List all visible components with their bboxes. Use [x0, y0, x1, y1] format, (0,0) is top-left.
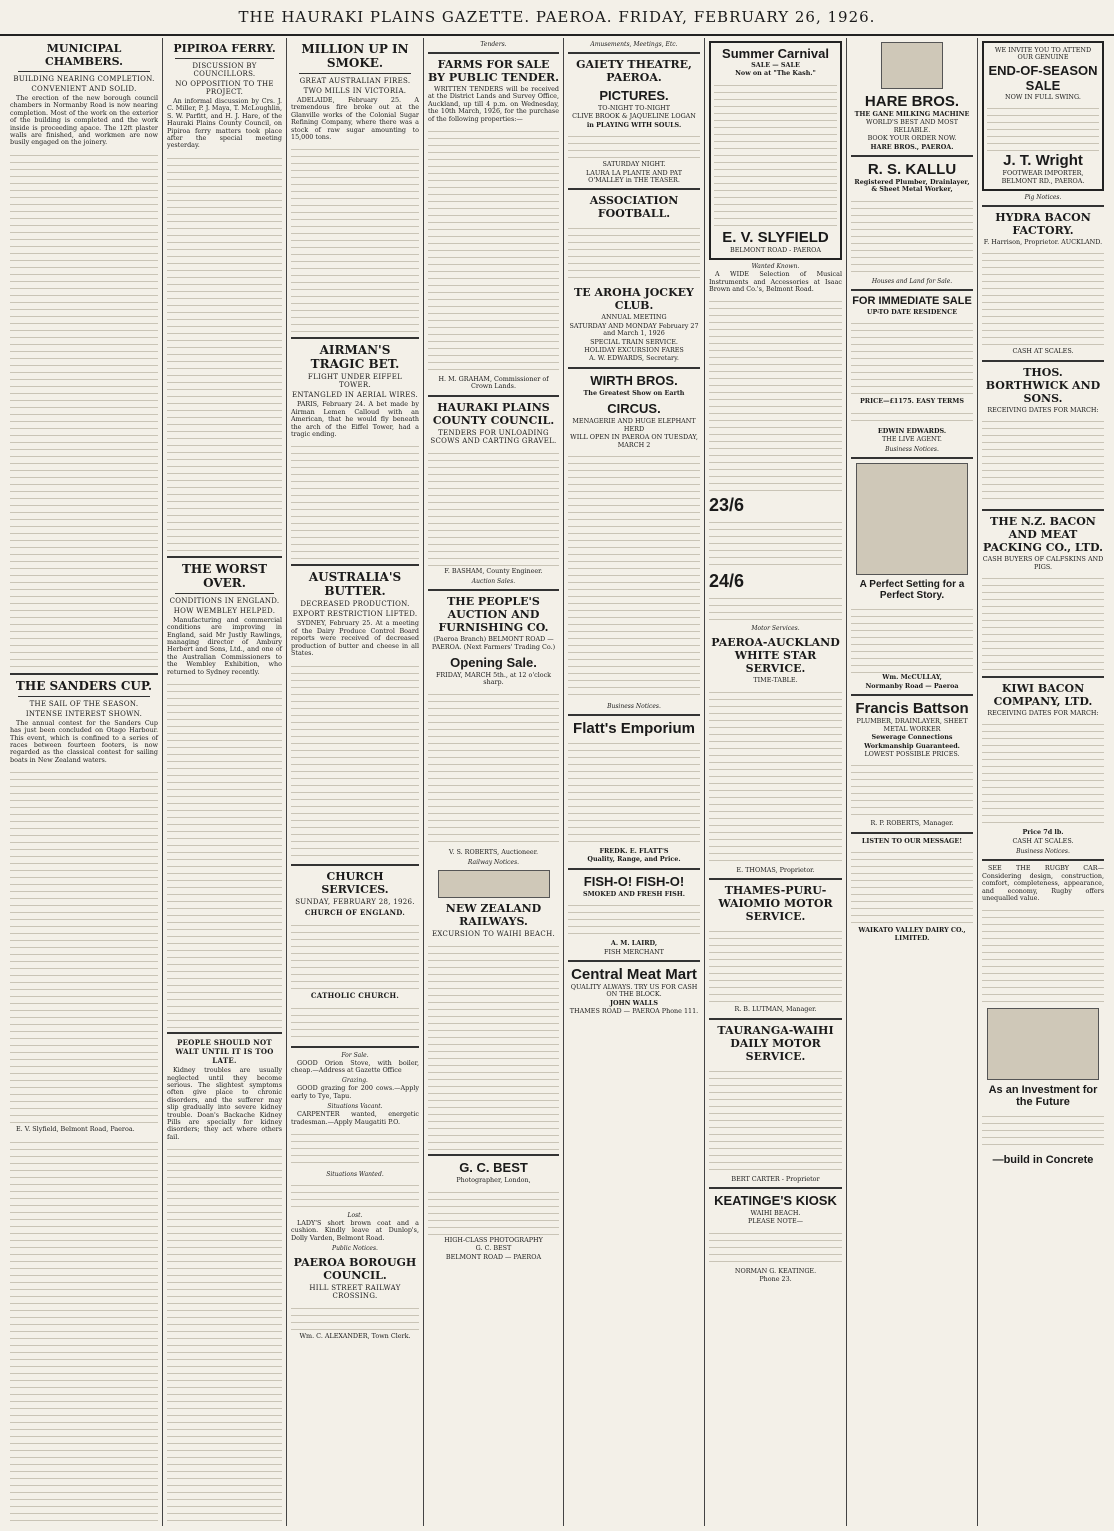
- headline: AIRMAN'S TRAGIC BET.: [310, 343, 400, 372]
- subhead: Wm. McCULLAY,: [882, 673, 942, 682]
- headline: PAEROA BOROUGH COUNCIL.: [293, 1256, 417, 1283]
- service-times: [291, 919, 419, 989]
- article-body: [167, 1143, 282, 1526]
- classified-ad: CARPENTER wanted, energetic tradesman.—Apply Maugatiti P.O.: [291, 1110, 419, 1126]
- ad-body: [568, 899, 700, 939]
- subhead: CASH BUYERS OF CALFSKINS AND PIGS.: [982, 555, 1104, 571]
- subhead: in PLAYING WITH SOULS.: [586, 120, 682, 129]
- section-tag: Business Notices.: [885, 446, 939, 454]
- headline: PAEROA-AUCKLAND WHITE STAR SERVICE.: [711, 636, 840, 676]
- headline: FARMS FOR SALE BY PUBLIC TENDER.: [428, 58, 559, 84]
- signature: BERT CARTER - Proprietor: [731, 1174, 820, 1183]
- headline: THE WORST OVER.: [181, 561, 268, 590]
- subhead: CHURCH OF ENGLAND.: [304, 907, 406, 917]
- subhead: EXPORT RESTRICTION LIFTED.: [292, 610, 418, 619]
- subhead: Sewerage Connections: [871, 733, 953, 742]
- subhead: PEOPLE SHOULD NOT WALT UNTIL IT IS TOO LATE.: [175, 1038, 274, 1066]
- subhead: SALE — SALE: [751, 61, 800, 69]
- subhead: ANNUAL MEETING: [601, 313, 667, 322]
- subhead: DECREASED PRODUCTION.: [300, 600, 410, 609]
- sale-ad: [982, 41, 1104, 191]
- classified-ads: [709, 592, 842, 622]
- service-body: [709, 925, 842, 1005]
- section-tag: Situations Wanted.: [326, 1170, 384, 1178]
- headline: PIPIROA FERRY.: [173, 42, 276, 55]
- subhead: Normanby Road — Paeroa: [865, 681, 959, 690]
- subhead: EDWIN EDWARDS.: [877, 426, 947, 435]
- signature: NORMAN G. KEATINGE.: [734, 1266, 817, 1275]
- subhead: CASH AT SCALES.: [1012, 836, 1074, 845]
- subhead: THAMES ROAD — PAEROA Phone 111.: [569, 1007, 699, 1016]
- section-tag: Pig Notices.: [1024, 194, 1062, 202]
- subhead: WORLD'S BEST AND MOST RELIABLE.: [866, 118, 958, 134]
- signature: R. P. ROBERTS, Manager.: [870, 819, 954, 828]
- headline: FISH-O! FISH-O!: [583, 873, 685, 889]
- headline: Flatt's Emporium: [573, 719, 695, 737]
- subhead: HOW WEMBLEY HELPED.: [173, 606, 276, 615]
- column-2: [163, 38, 287, 1526]
- article-body: [291, 143, 419, 333]
- headline: E. V. SLYFIELD: [722, 228, 829, 246]
- classified-ads: [291, 1128, 419, 1168]
- section-tag: Houses and Land for Sale.: [871, 277, 953, 285]
- section-tag: Situations Vacant.: [327, 1103, 383, 1111]
- subhead: The Greatest Show on Earth: [583, 388, 685, 397]
- column-5: [564, 38, 705, 1526]
- ad-body: [982, 415, 1104, 505]
- subhead: Now on at "The Kash.": [735, 69, 816, 78]
- signature: E. V. Slyfield, Belmont Road, Paeroa.: [16, 1125, 135, 1134]
- subhead: Photographer, London,: [456, 1176, 531, 1185]
- headline: THE PEOPLE'S AUCTION AND FURNISHING CO.: [438, 595, 549, 635]
- ad-body: [714, 79, 837, 229]
- headline: PICTURES.: [599, 88, 669, 103]
- subhead: GREAT AUSTRALIAN FIRES.: [299, 77, 411, 85]
- signature: E. THOMAS, Proprietor.: [736, 865, 815, 874]
- article-text: An informal discussion by Crs. J. C. Miller, P. J. Maya, T. McLoughlin, S. W. Parfitt, and H. J. Hare, of the Hauraki Plains County Council, on Pipiroa ferry matters took place after the special meeting yesterday.: [167, 97, 282, 150]
- tender-body: [428, 125, 559, 375]
- subhead: BELMONT ROAD - PAEROA: [730, 245, 821, 254]
- article-text: WRITTEN TENDERS will be received at the District Lands and Survey Office, Auckland, up till 4 p.m. on Wednesday, the 10th March, 1926, for the purchase of the following properties:—: [428, 85, 559, 123]
- subhead: CONVENIENT AND SOLID.: [31, 85, 137, 93]
- subhead: CONDITIONS IN ENGLAND.: [169, 596, 280, 605]
- headline: G. C. BEST: [459, 1160, 528, 1176]
- ad-body: [982, 718, 1104, 828]
- masthead: THE HAURAKI PLAINS GAZETTE. PAEROA. FRIDAY, FEBRUARY 26, 1926.: [0, 0, 1114, 36]
- classified-ad: GOOD Orion Stove, with boiler, cheap.—Address at Gazette Office: [291, 1058, 419, 1074]
- column-3: [287, 38, 424, 1526]
- article-body: [10, 149, 158, 669]
- column-8: [978, 38, 1108, 1526]
- subhead: SATURDAY AND MONDAY February 27 and March 1, 1926: [569, 321, 699, 338]
- subhead: RECEIVING DATES FOR MARCH:: [987, 709, 1099, 718]
- headline: THAMES-PURU-WAIOMIO MOTOR SERVICE.: [718, 884, 833, 924]
- section-tag: Lost.: [347, 1211, 363, 1219]
- section-tag: Motor Services.: [751, 625, 800, 633]
- ad-body: [428, 1186, 559, 1236]
- article-body: [167, 678, 282, 1028]
- subhead: SATURDAY NIGHT.: [602, 160, 666, 169]
- price-large: 23/6: [709, 495, 745, 516]
- section-tag: Auction Sales.: [471, 578, 516, 586]
- subhead: LISTEN TO OUR MESSAGE!: [861, 836, 963, 845]
- ad-body: [982, 1110, 1104, 1150]
- headline: CHURCH SERVICES.: [321, 869, 389, 896]
- article-text: Manufacturing and commercial conditions are improving in England, said Mr Justly Rawlings, managing director of Ambury Herbert and Sons, Ltd., and one of the Australian Commissioners to the Wembley Exhibition, who returned to Sydney recently.: [167, 615, 282, 676]
- headline: KEATINGE'S KIOSK: [714, 1193, 837, 1209]
- headline: TAURANGA-WAIHI DAILY MOTOR SERVICE.: [717, 1023, 834, 1063]
- subhead: FRIDAY, MARCH 5th., at 12 o'clock sharp.: [435, 671, 552, 687]
- headline: HYDRA BACON FACTORY.: [995, 211, 1091, 238]
- subhead: LOWEST POSSIBLE PRICES.: [864, 749, 960, 758]
- subhead: CATHOLIC CHURCH.: [310, 990, 400, 1000]
- headline: Opening Sale.: [450, 655, 537, 671]
- subhead: PRICE—£1175. EASY TERMS: [860, 397, 964, 406]
- subhead: HARE BROS., PAEROA.: [870, 142, 954, 151]
- headline: HAURAKI PLAINS COUNTY COUNCIL.: [432, 400, 555, 427]
- subhead: JOHN WALLS: [609, 998, 659, 1007]
- subhead: HILL STREET RAILWAY CROSSING.: [309, 1284, 401, 1301]
- section-tag: For Sale.: [341, 1051, 369, 1059]
- headline: MILLION UP IN SMOKE.: [301, 42, 409, 70]
- ad-body: [568, 737, 700, 847]
- signature: R. B. LUTMAN, Manager.: [734, 1005, 817, 1014]
- section-tag: Grazing.: [342, 1077, 368, 1085]
- section-tag: Tenders.: [480, 41, 507, 48]
- newspaper-page: [6, 38, 1108, 1526]
- classified-ads: [291, 1179, 419, 1209]
- ad-body: [709, 1227, 842, 1267]
- article-text: SYDNEY, February 25. At a meeting of the Dairy Produce Control Board reports were received of decreased production of butter and cheese in all States.: [291, 619, 419, 658]
- headline: CIRCUS.: [607, 401, 661, 417]
- subhead: NOW IN FULL SWING.: [1005, 92, 1081, 101]
- subhead: QUALITY ALWAYS. TRY US FOR CASH ON THE BLOCK.: [570, 982, 698, 999]
- headline: TE AROHA JOCKEY CLUB.: [574, 286, 694, 313]
- headline: GAIETY THEATRE, PAEROA.: [576, 58, 692, 84]
- headline: KIWI BACON COMPANY, LTD.: [993, 682, 1093, 709]
- section-tag: Railway Notices.: [467, 859, 520, 867]
- subhead: LAURA LA PLANTE AND PAT O'MALLEY in THE TEASER.: [586, 168, 682, 185]
- subhead: (Paeroa Branch) BELMONT ROAD — PAEROA. (Next Farmers' Trading Co.): [431, 635, 556, 651]
- subhead: INTENSE INTEREST SHOWN.: [25, 709, 143, 718]
- railway-body: [428, 940, 559, 1150]
- classified-ad: GOOD grazing for 200 cows.—Apply early to Tye, Tapu.: [291, 1084, 419, 1100]
- subhead: ENTANGLED IN AERIAL WIRES.: [291, 391, 419, 400]
- signature: F. BASHAM, County Engineer.: [444, 566, 543, 575]
- notice-body: [568, 222, 700, 282]
- headline: Francis Battson: [855, 700, 969, 718]
- subhead: TIME-TABLE.: [753, 676, 798, 685]
- subhead: PLEASE NOTE—: [747, 1217, 804, 1226]
- subhead: Price 7d lb.: [1022, 828, 1064, 837]
- subhead: THE GANE MILKING MACHINE: [854, 110, 970, 118]
- circus-body: [568, 450, 700, 700]
- article-body: [10, 1136, 158, 1526]
- article-body: [291, 660, 419, 860]
- ad-body: [568, 130, 700, 160]
- church-date: SUNDAY, FEBRUARY 28, 1926.: [295, 897, 415, 906]
- price-large: 24/6: [709, 571, 745, 592]
- section-tag: Business Notices.: [1016, 848, 1070, 856]
- ad-body: [982, 247, 1104, 347]
- headline: HARE BROS.: [864, 93, 960, 110]
- headline: AUSTRALIA'S BUTTER.: [308, 570, 402, 599]
- subhead: CASH AT SCALES.: [1012, 347, 1074, 356]
- ad-body: [851, 759, 973, 819]
- subhead: Quality, Range, and Price.: [587, 855, 681, 864]
- headline: Summer Carnival: [722, 46, 829, 61]
- article-body: [291, 440, 419, 560]
- signature: Wm. C. ALEXANDER, Town Clerk.: [299, 1332, 411, 1341]
- subhead: FLIGHT UNDER EIFFEL TOWER.: [307, 373, 403, 390]
- subhead: TO-NIGHT TO-NIGHT: [598, 104, 670, 112]
- headline: THE SANDERS CUP.: [15, 678, 153, 693]
- headline: END-OF-SEASON SALE: [988, 62, 1098, 93]
- headline: —build in Concrete: [992, 1154, 1094, 1167]
- subhead: DISCUSSION BY COUNCILLORS.: [192, 62, 257, 78]
- subhead: UP-TO DATE RESIDENCE: [866, 307, 958, 316]
- subhead: TWO MILLS IN VICTORIA.: [303, 87, 407, 95]
- classified-ad: LADY'S short brown coat and a cushion. Kindly leave at Dunlop's, Dolly Varden, Belmont Road.: [291, 1218, 419, 1242]
- locomotive-illustration: [438, 870, 550, 898]
- tender-body: [428, 447, 559, 567]
- subhead: WILL OPEN IN PAEROA ON TUESDAY, MARCH 2: [570, 433, 698, 449]
- column-6: [705, 38, 847, 1526]
- classified-ad: A WIDE Selection of Musical Instruments and Accessories at Isaac Brown and Co.'s, Belmont Road.: [709, 270, 842, 294]
- headline: R. S. KALLU: [867, 161, 957, 179]
- subhead: G. C. BEST: [475, 1244, 512, 1253]
- article-body: [167, 152, 282, 552]
- section-tag: Amusements, Meetings, Etc.: [590, 41, 678, 48]
- signature: V. S. ROBERTS, Auctioneer.: [448, 847, 539, 856]
- article-text: Kidney troubles are usually neglected until they become serious. The slightest symptoms often give place to chronic disorders, and the sufferer may slip gradually into severe kidney trouble. Doan's Backache Kidney Pills are specially for kidney disorders; they act where others fail.: [167, 1066, 282, 1141]
- subhead: RECEIVING DATES FOR MARCH:: [987, 405, 1099, 414]
- headline: ASSOCIATION FOOTBALL.: [589, 194, 679, 221]
- summer-carnival-ad: [709, 41, 842, 260]
- subhead: WAIKATO VALLEY DAIRY CO., LIMITED.: [858, 926, 966, 942]
- subhead: F. Harrison, Proprietor. AUCKLAND.: [983, 238, 1103, 247]
- subhead: BOOK YOUR ORDER NOW.: [867, 134, 957, 143]
- auction-body: [428, 688, 559, 848]
- house-illustration: [987, 1008, 1099, 1080]
- ad-body: [987, 102, 1099, 152]
- headline: MUNICIPAL CHAMBERS.: [44, 42, 124, 68]
- classified-ads: [709, 295, 842, 495]
- subhead: THE LIVE AGENT.: [882, 435, 942, 444]
- service-times: [291, 1002, 419, 1042]
- article-text: PARIS, February 24. A bet made by Airman Lemen Calloud with an American, that he would fly beneath the arch of the Eiffel Tower, had a tragic ending.: [291, 400, 419, 439]
- ad-body: [851, 195, 973, 275]
- subhead: SPECIAL TRAIN SERVICE.: [590, 337, 678, 346]
- subhead: EXCURSION TO WAIHI BEACH.: [431, 930, 556, 939]
- notice-body: [291, 1302, 419, 1332]
- subhead: HOLIDAY EXCURSION FARES: [584, 346, 684, 355]
- subhead: A. M. LAIRD,: [610, 939, 658, 948]
- subhead: FISH MERCHANT: [604, 947, 664, 956]
- headline: A Perfect Setting for a Perfect Story.: [859, 579, 965, 602]
- subhead: THE SAIL OF THE SEASON.: [29, 699, 139, 708]
- subhead: BUILDING NEARING COMPLETION.: [13, 75, 155, 83]
- headline: THE N.Z. BACON AND MEAT PACKING CO., LTD.: [983, 515, 1103, 555]
- subhead: HIGH-CLASS PHOTOGRAPHY: [444, 1235, 543, 1244]
- signature: H. M. GRAHAM, Commissioner of Crown Lands.: [438, 375, 549, 391]
- subhead: Registered Plumber, Drainlayer, & Sheet Metal Worker,: [854, 178, 970, 194]
- headline: FOR IMMEDIATE SALE: [852, 294, 972, 307]
- section-tag: Public Notices.: [332, 1245, 378, 1253]
- classified-ad: SEE THE RUGBY CAR—Considering design, construction, comfort, completeness, appearance, and economy, Rugby offers unequalled value.: [982, 864, 1104, 902]
- section-tag: Business Notices.: [607, 702, 661, 710]
- ad-body: [982, 904, 1104, 1004]
- subhead: Phone 23.: [759, 1275, 792, 1284]
- headline: NEW ZEALAND RAILWAYS.: [445, 902, 542, 929]
- subhead: NO OPPOSITION TO THE PROJECT.: [175, 80, 274, 96]
- subhead: WE INVITE YOU TO ATTEND OUR GENUINE: [994, 46, 1092, 62]
- hare-illustration: [881, 42, 943, 89]
- timetable-body: [709, 686, 842, 866]
- subhead: WAIHI BEACH.: [750, 1209, 801, 1218]
- subhead: FOOTWEAR IMPORTER, BELMONT RD., PAEROA.: [1001, 169, 1085, 185]
- subhead: MENAGERIE AND HUGE ELEPHANT HERD: [572, 417, 696, 433]
- headline: Central Meat Mart: [571, 965, 697, 983]
- ad-body: [851, 603, 973, 673]
- subhead: PLUMBER, DRAINLAYER, SHEET METAL WORKER: [856, 717, 968, 733]
- headline: J. T. Wright: [1003, 152, 1083, 170]
- column-1: [6, 38, 163, 1526]
- subhead: CLIVE BROOK & JAQUELINE LOGAN: [572, 112, 696, 121]
- subhead: TENDERS FOR UNLOADING SCOWS AND CARTING GRAVEL.: [430, 428, 557, 445]
- signature: A. W. EDWARDS, Secretary.: [589, 354, 679, 363]
- column-7: [847, 38, 978, 1526]
- service-body: [709, 1065, 842, 1175]
- ring-illustration: [856, 463, 968, 575]
- article-text: The erection of the new borough council chambers in Normanby Road is now nearing completion. Most of the work on the exterior of the building is completed and the work inside is proceeding apace. The 12ft plaster walls are finished, and workmen are now busily engaged on the joinery.: [10, 94, 158, 147]
- subhead: FREDK. E. FLATT'S: [599, 846, 669, 855]
- article-text: ADELAIDE, February 25. A tremendous fire broke out at the Glanville works of the Colonial Sugar Refining Company, where there was a stock of raw sugar amounting to 15,000 tons.: [291, 96, 419, 142]
- subhead: BELMONT ROAD — PAEROA: [445, 1252, 542, 1261]
- ad-body: [851, 407, 973, 427]
- classified-ads: [709, 516, 842, 571]
- ad-body: [982, 572, 1104, 672]
- headline: WIRTH BROS.: [590, 372, 678, 388]
- column-4: [424, 38, 564, 1526]
- subhead: SMOKED AND FRESH FISH.: [582, 889, 686, 898]
- subhead: Workmanship Guaranteed.: [864, 741, 960, 750]
- article-text: The annual contest for the Sanders Cup has just been concluded on Otago Harbour. This event, which is confined to a series of races between fourteen footers, is now regarded as the classical contest for sailing boats in New Zealand waters.: [10, 718, 158, 764]
- headline: As an Investment for the Future: [988, 1084, 1098, 1109]
- ad-body: [851, 846, 973, 926]
- section-tag: Wanted Known.: [751, 263, 800, 271]
- article-body: [10, 766, 158, 1126]
- ad-body: [851, 317, 973, 397]
- headline: THOS. BORTHWICK AND SONS.: [985, 365, 1101, 405]
